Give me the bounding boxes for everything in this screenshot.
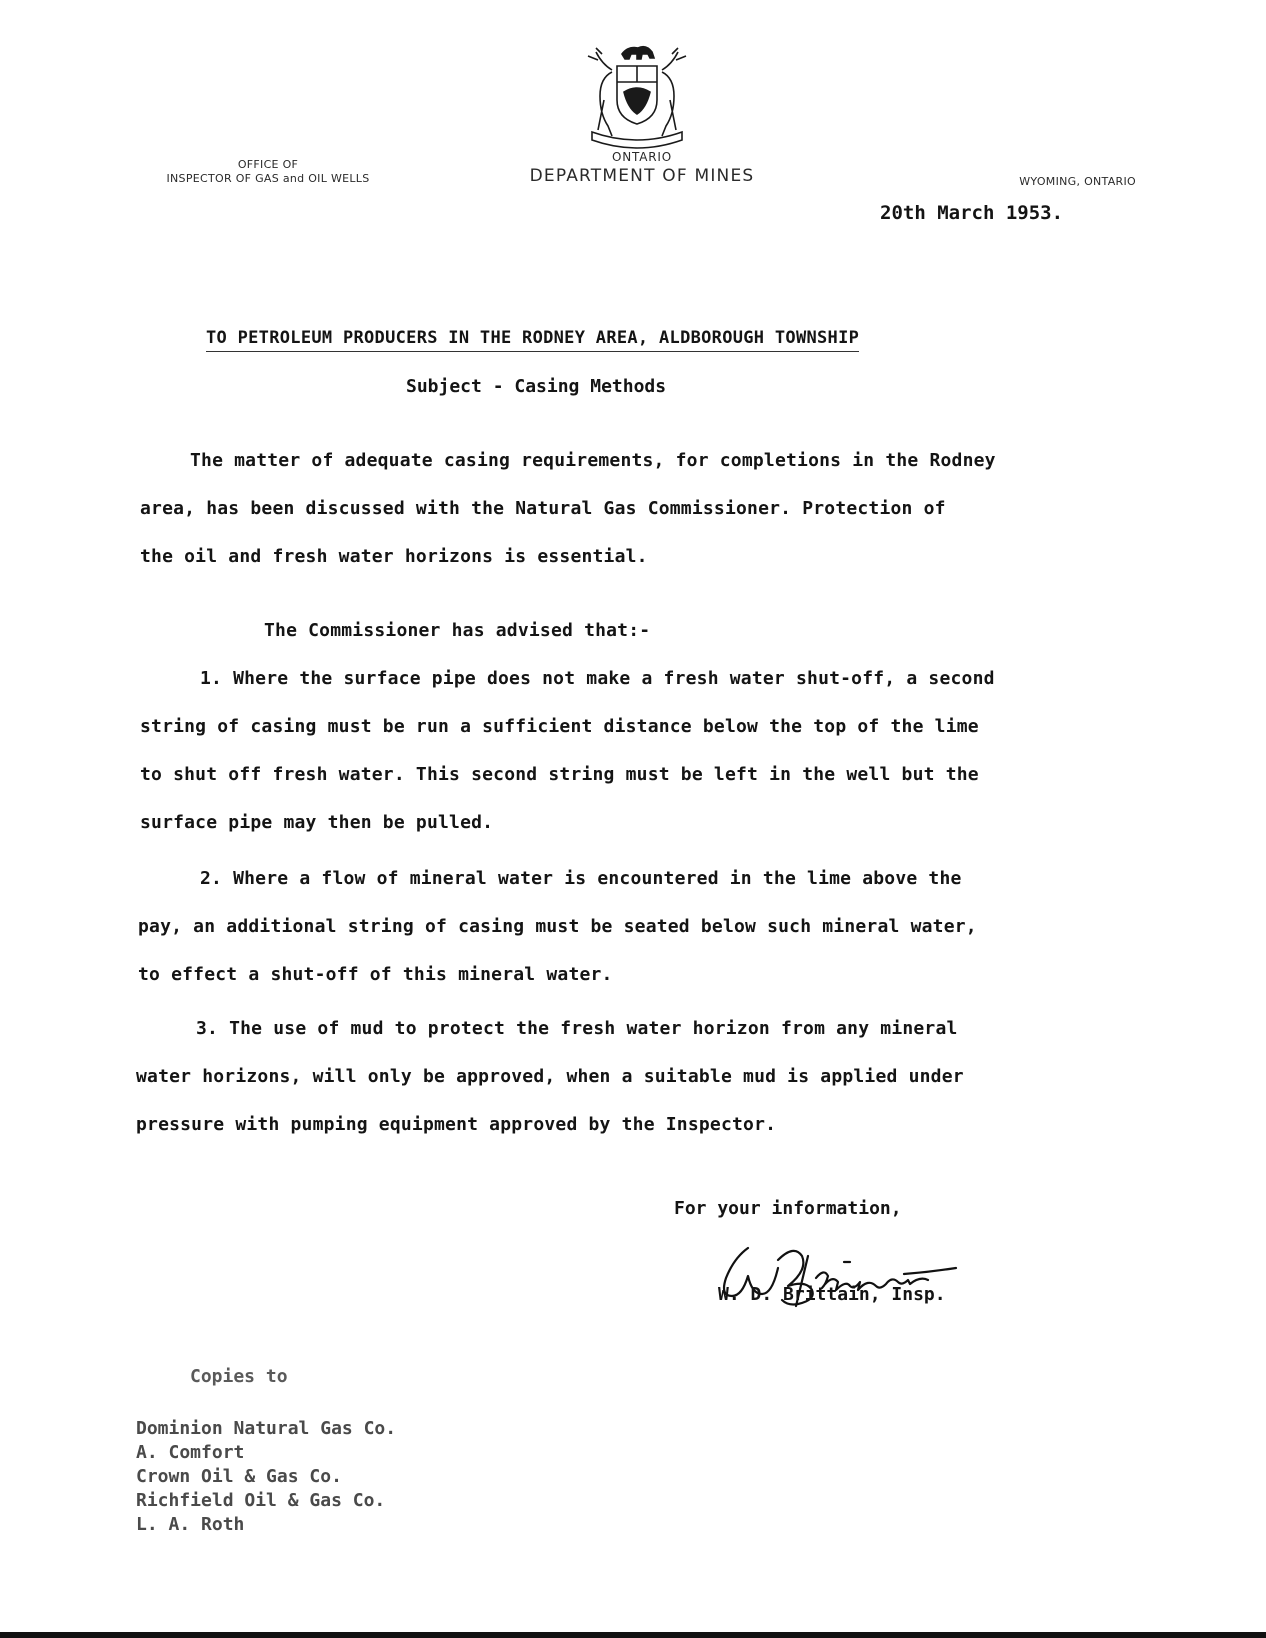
letter-date: 20th March 1953.: [880, 202, 1064, 224]
item-1-line: string of casing must be run a sufficient distance below the top of the lime: [140, 716, 979, 737]
item-2-line: to effect a shut-off of this mineral water.: [138, 964, 613, 985]
intro-line: area, has been discussed with the Natural Gas Commissioner. Protection of: [140, 498, 946, 519]
ontario-coat-of-arms-icon: [572, 40, 702, 150]
item-3-line: 3. The use of mud to protect the fresh water horizon from any mineral: [196, 1018, 958, 1039]
office-line-2: INSPECTOR OF GAS and OIL WELLS: [166, 172, 370, 185]
item-3-line: pressure with pumping equipment approved by the Inspector.: [136, 1114, 777, 1135]
signer-name: W. D. Brittain, Insp.: [718, 1284, 946, 1305]
location-label: WYOMING, ONTARIO: [1019, 175, 1136, 188]
office-of-inspector: [148, 158, 388, 186]
department-heading: [480, 150, 804, 186]
intro-line: The matter of adequate casing requirements, for completions in the Rodney: [190, 450, 996, 471]
intro-line: the oil and fresh water horizons is essential.: [140, 546, 648, 567]
copy-recipient: Dominion Natural Gas Co.: [136, 1418, 397, 1439]
addressee-line: TO PETROLEUM PRODUCERS IN THE RODNEY AREA, ALDBOROUGH TOWNSHIP: [206, 328, 859, 352]
copies-heading: Copies to: [190, 1366, 288, 1387]
copy-recipient: A. Comfort: [136, 1442, 245, 1463]
office-line-1: OFFICE OF: [237, 158, 299, 171]
copy-recipient: Richfield Oil & Gas Co.: [136, 1490, 386, 1511]
closing-line: For your information,: [674, 1198, 902, 1219]
ontario-label: ONTARIO: [612, 150, 672, 164]
advised-line: The Commissioner has advised that:-: [264, 620, 651, 641]
subject-line: Subject - Casing Methods: [406, 376, 667, 397]
department-name: DEPARTMENT OF MINES: [529, 166, 755, 186]
item-1-line: 1. Where the surface pipe does not make a fresh water shut-off, a second: [200, 668, 995, 689]
copy-recipient: Crown Oil & Gas Co.: [136, 1466, 342, 1487]
item-1-line: to shut off fresh water. This second string must be left in the well but the: [140, 764, 979, 785]
item-3-line: water horizons, will only be approved, when a suitable mud is applied under: [136, 1066, 964, 1087]
item-1-line: surface pipe may then be pulled.: [140, 812, 494, 833]
item-2-line: pay, an additional string of casing must be seated below such mineral water,: [138, 916, 977, 937]
copy-recipient: L. A. Roth: [136, 1514, 245, 1535]
scan-edge: [0, 1632, 1266, 1638]
item-2-line: 2. Where a flow of mineral water is encountered in the lime above the: [200, 868, 962, 889]
